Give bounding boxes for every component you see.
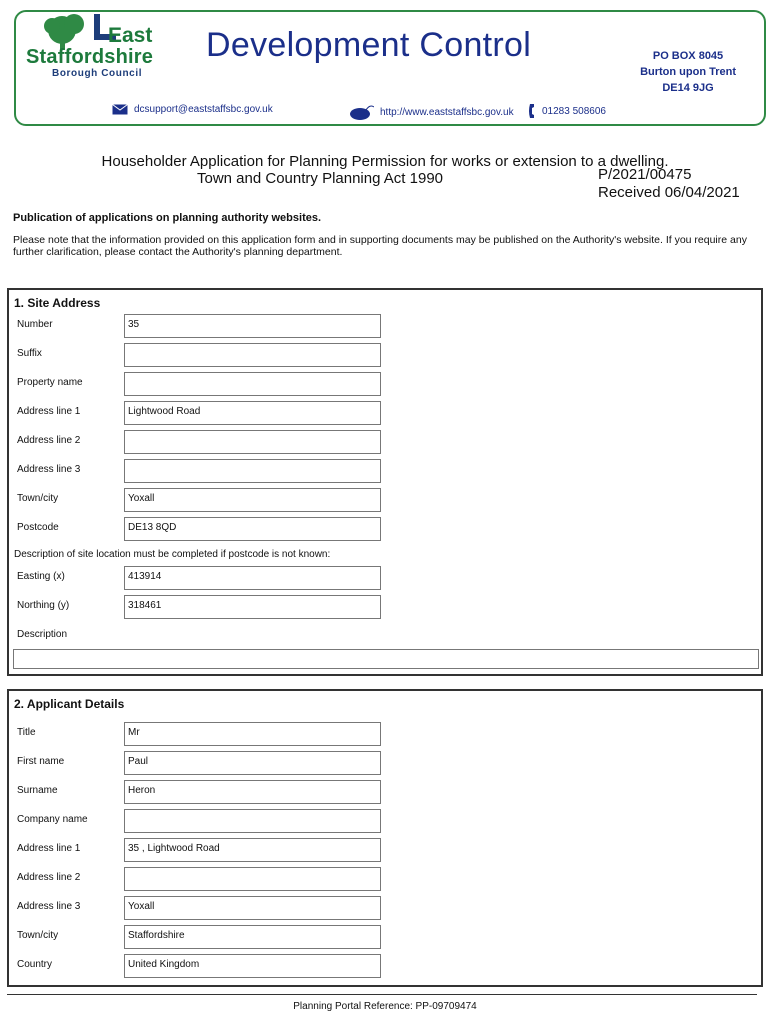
property-name-field[interactable] [124,372,381,396]
form-row [15,488,755,514]
field-label: Address line 2 [17,435,81,446]
form-row [15,566,755,592]
field-label: Company name [17,814,88,825]
form-row [15,343,755,369]
applicant-address-line-2-field[interactable] [124,867,381,891]
publication-note: Please note that the information provided on this application form and in supporting documents may be published on the Authority's website. If you require any further clarification, please contact the Authority's planning department. [13,234,747,258]
field-label: Address line 3 [17,464,81,475]
application-reference: P/2021/00475 [598,166,692,183]
form-row [15,809,755,835]
logo-east-text: East [108,24,153,47]
form-row [15,314,755,340]
description-field[interactable] [13,649,759,669]
phone-number: 01283 508606 [542,105,606,117]
publication-heading: Publication of applications on planning authority websites. [13,212,322,224]
field-label: Country [17,959,53,970]
applicant-address-line-3-field[interactable]: Yoxall [124,896,381,920]
easting-field[interactable]: 413914 [124,566,381,590]
website-link[interactable]: http://www.eaststaffsbc.gov.uk [380,106,514,118]
website-contact[interactable] [350,104,514,120]
email-contact[interactable] [112,104,273,115]
received-date: Received 06/04/2021 [598,184,740,201]
field-label: Suffix [17,348,42,359]
field-label: Number [17,319,53,330]
form-row [15,372,755,398]
letterhead [14,10,766,126]
suffix-field[interactable] [124,343,381,367]
footer-divider [7,994,757,995]
address-line-2-field[interactable] [124,430,381,454]
form-row [15,401,755,427]
postcode-field[interactable]: DE13 8QD [124,517,381,541]
surname-field[interactable]: Heron [124,780,381,804]
town-city-field[interactable]: Yoxall [124,488,381,512]
envelope-icon [112,104,128,115]
form-row [15,459,755,485]
section-heading: 1. Site Address [14,296,101,310]
address-line-3-field[interactable] [124,459,381,483]
field-label: Town/city [17,930,59,941]
field-label: Northing (y) [17,600,70,611]
form-row [15,867,755,893]
field-label: Title [17,727,36,738]
form-row [15,517,755,543]
address-line-1: PO BOX 8045 [652,50,724,62]
address-line-3: DE14 9JG [662,82,714,94]
phone-icon [528,104,536,118]
country-field[interactable]: United Kingdom [124,954,381,978]
postal-address [640,48,736,96]
form-row [15,430,755,456]
first-name-field[interactable]: Paul [124,751,381,775]
applicant-town-city-field[interactable]: Staffordshire [124,925,381,949]
site-address-section [7,288,763,676]
field-label: Property name [17,377,83,388]
form-row [15,722,755,748]
email-link[interactable]: dcsupport@eaststaffsbc.gov.uk [134,104,273,115]
field-label: Town/city [17,493,59,504]
form-row [15,925,755,951]
council-logo [26,12,176,82]
field-label: Postcode [17,522,59,533]
location-note: Description of site location must be completed if postcode is not known: [14,549,331,560]
application-title: Householder Application for Planning Permission for works or extension to a dwelling. [101,153,669,170]
applicant-details-section [7,689,763,987]
page-title: Development Control [206,26,532,64]
form-row [15,751,755,777]
application-act: Town and Country Planning Act 1990 [197,170,443,187]
form-row [15,838,755,864]
phone-contact [528,104,606,118]
field-label: Easting (x) [17,571,65,582]
address-line-1-field[interactable]: Lightwood Road [124,401,381,425]
northing-field[interactable]: 318461 [124,595,381,619]
form-row [15,896,755,922]
field-label: Address line 1 [17,843,81,854]
field-label: First name [17,756,65,767]
description-label: Description [17,629,68,640]
mouse-icon [350,104,374,120]
section-heading: 2. Applicant Details [14,697,125,711]
form-row [15,954,755,980]
title-field[interactable]: Mr [124,722,381,746]
field-label: Surname [17,785,58,796]
field-label: Address line 1 [17,406,81,417]
logo-staffordshire-text: Staffordshire [26,46,154,68]
company-name-field[interactable] [124,809,381,833]
form-row [15,595,755,621]
field-label: Address line 3 [17,901,81,912]
form-row [15,780,755,806]
number-field[interactable]: 35 [124,314,381,338]
logo-borough-text: Borough Council [52,68,143,79]
address-line-2: Burton upon Trent [640,66,736,78]
field-label: Address line 2 [17,872,81,883]
planning-portal-reference: Planning Portal Reference: PP-09709474 [293,1001,477,1012]
applicant-address-line-1-field[interactable]: 35 , Lightwood Road [124,838,381,862]
